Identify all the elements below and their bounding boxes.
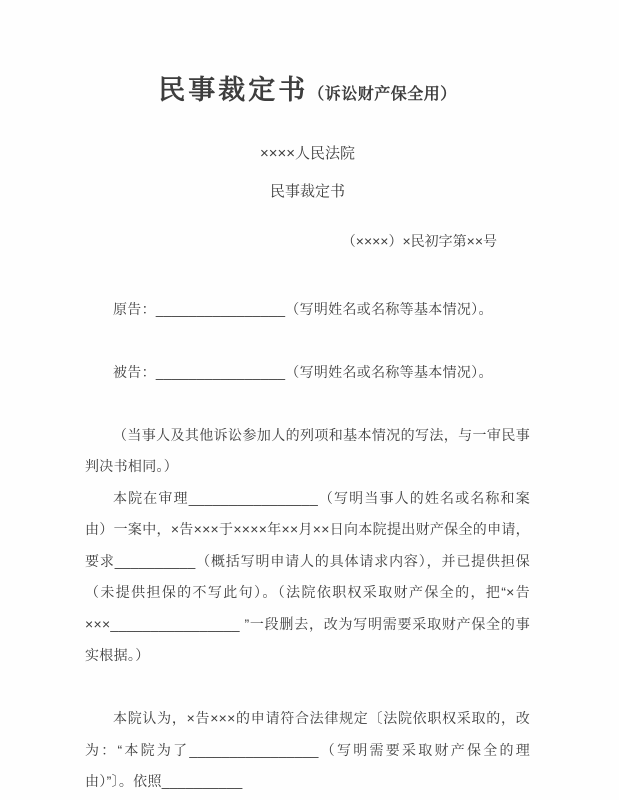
case-number: （××××）×民初字第××号 xyxy=(341,233,497,249)
case-review-paragraph: 本院在审理________________（写明当事人的姓名或名称和案由）一案中，×告×××于××××年××月××日向本院提出财产保全的申请，要求__________（概括写明申请人的具体请求内容），并已提供担保（未提供担保的不写此句）。（法院依职权采取财产保全的，把“×告×××________________ ”一段删去，改为写明需要采取财产保全的事实根据。） xyxy=(85,489,530,663)
plaintiff-line: 原告：________________（写明姓名或名称等基本情况）。 xyxy=(113,300,493,317)
title-subtitle-text: （诉讼财产保全用） xyxy=(308,86,457,103)
court-name: ××××人民法院 xyxy=(259,145,356,162)
parties-note-paragraph: （当事人及其他诉讼参加人的列项和基本情况的写法，与一审民事判决书相同。） xyxy=(85,426,530,474)
document-title xyxy=(85,71,530,112)
document-type-line: 民事裁定书 xyxy=(269,182,345,200)
title-main-text: 民事裁定书 xyxy=(158,75,309,105)
court-opinion-paragraph: 本院认为，×告×××的申请符合法律规定〔法院依职权采取的，改为：“本院为了________________（写明需要采取财产保全的理由）”〕。依照__________ xyxy=(85,710,530,789)
defendant-line: 被告：________________（写明姓名或名称等基本情况）。 xyxy=(113,363,493,380)
